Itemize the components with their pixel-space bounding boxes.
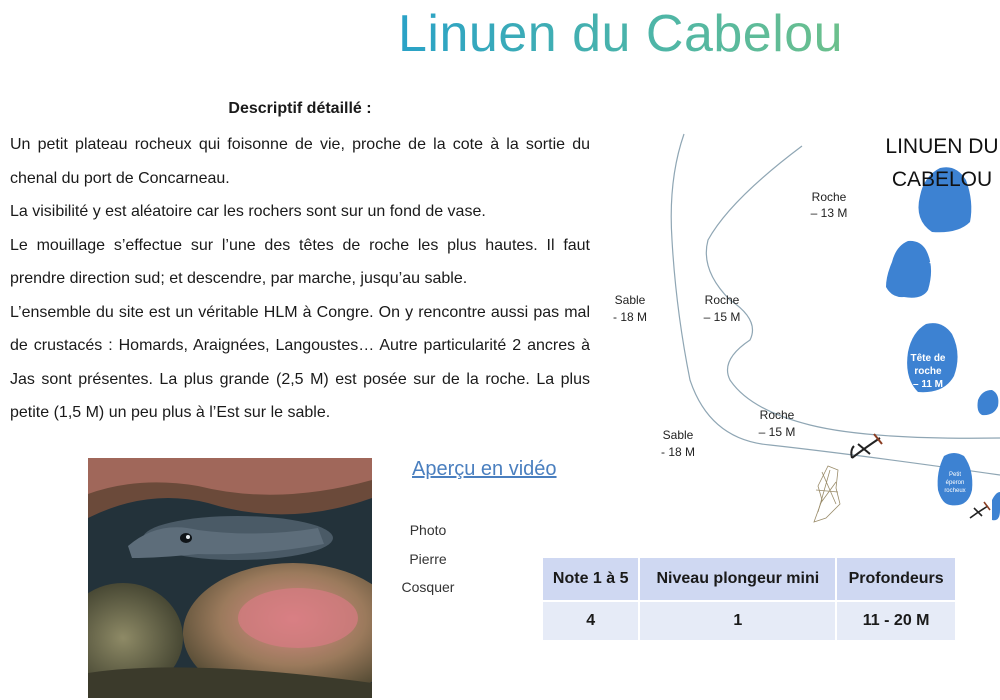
table-header-depth: Profondeurs <box>837 558 955 600</box>
anchor-icon <box>970 502 990 518</box>
description-heading: Descriptif détaillé : <box>228 100 372 117</box>
photo-credit-line: Photo <box>409 522 447 538</box>
map-label: Sable <box>662 428 694 442</box>
description-paragraph: Le mouillage s’effectue sur l’une des têtes de roche les plus hautes. Il faut prendre direction sud; et descendre, par marche, jusqu’au sable. <box>10 236 590 287</box>
video-preview-link[interactable]: Aperçu en vidéo <box>412 458 557 480</box>
rock-small <box>978 390 999 415</box>
photo-credit-line: Cosquer <box>401 579 455 595</box>
page-title: Linuen du Cabelou <box>398 5 844 63</box>
map-title <box>885 135 998 191</box>
map-label: Tête de <box>850 284 886 295</box>
dive-info-table <box>541 556 957 642</box>
map-label: Roche <box>811 190 847 204</box>
description-paragraph: La visibilité y est aléatoire car les rochers sont sur un fond de vase. <box>10 203 486 220</box>
map-label: éperon <box>945 480 965 486</box>
description-text <box>10 128 590 430</box>
map-label: Sable <box>614 293 646 307</box>
map-label: – 11 M <box>852 310 884 321</box>
map-label: roche <box>914 366 942 377</box>
photo-credit-line: Pierre <box>409 550 447 567</box>
table-cell-rating: 4 <box>543 602 638 640</box>
conger-photo-illustration <box>88 458 372 698</box>
conger-photo <box>88 458 372 698</box>
description-paragraph: Un petit plateau rocheux qui foisonne de vie, proche de la cote à la sortie du chenal du port de Concarneau. <box>10 136 590 187</box>
description-paragraph: L’ensemble du site est un véritable HLM à Congre. On y rencontre aussi pas mal de crustacés : Homards, Araignées, Langoustes… Autre particularité 2 ancres à Jas sont présentes. La plus grande (2,5 M) est posée sur de la roche. La plus petite (1,5 M) un peu plus à l’Est sur le sable. <box>10 303 590 421</box>
table-header-level: Niveau plongeur mini <box>640 558 835 600</box>
map-label: roche <box>933 274 961 285</box>
map-title-line: CABELOU <box>891 168 993 191</box>
map-title-line: LINUEN DU <box>885 135 999 158</box>
map-label: – 11 M <box>931 287 963 298</box>
map-label: - 18 M <box>612 310 648 324</box>
photo-credit <box>398 516 458 602</box>
map-label: – 13 M <box>810 206 848 220</box>
map-label: rocheux <box>944 488 966 494</box>
map-labels <box>613 190 847 459</box>
map-label: – 15 M <box>758 425 796 439</box>
dive-site-map <box>600 120 1000 530</box>
fishing-net-icon <box>814 466 840 522</box>
table-cell-depth: 11 - 20 M <box>837 602 955 640</box>
map-label: Tête de <box>929 261 965 272</box>
anchor-icon <box>851 434 882 458</box>
map-rocks <box>823 167 1000 520</box>
map-label: Roche <box>704 293 740 307</box>
map-label: roche <box>854 297 882 308</box>
map-label: – 11 M <box>912 379 944 390</box>
map-label: Roche <box>759 408 795 422</box>
rock-edge <box>992 492 1000 520</box>
table-header-rating: Note 1 à 5 <box>543 558 638 600</box>
map-label: Tête de <box>910 353 946 364</box>
map-label: - 18 M <box>660 445 696 459</box>
rock-head-1 <box>886 241 931 298</box>
map-label: Petit <box>948 472 962 478</box>
map-label: – 15 M <box>703 310 741 324</box>
table-cell-level: 1 <box>640 602 835 640</box>
